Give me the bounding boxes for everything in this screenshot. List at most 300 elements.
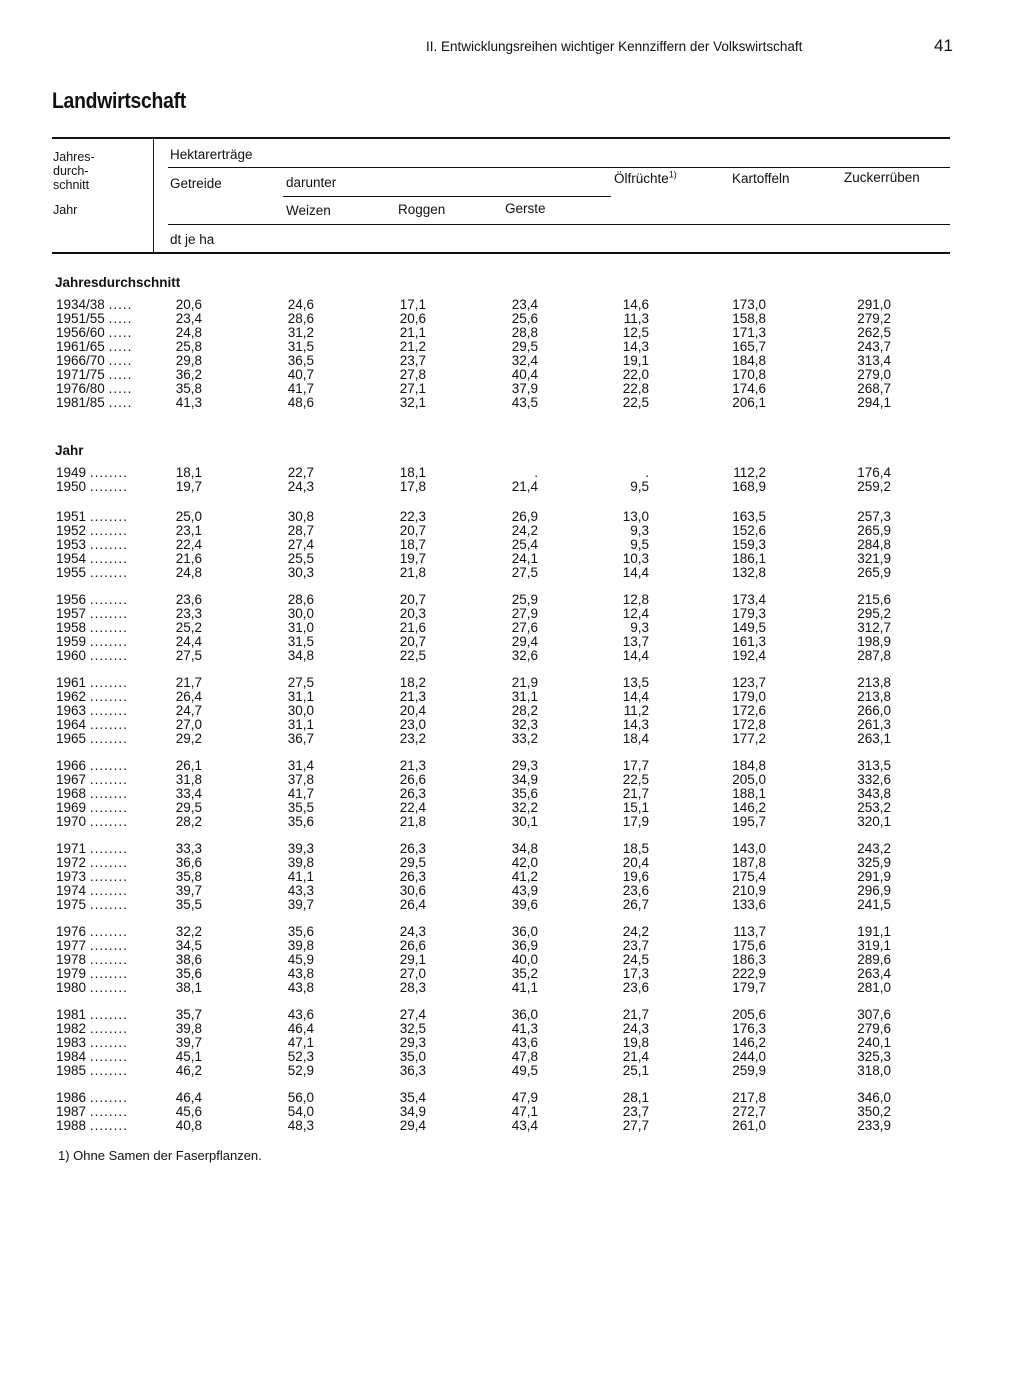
cell-oelfruechte: 13,5 bbox=[622, 675, 649, 690]
cell-roggen: 29,1 bbox=[399, 952, 426, 967]
cell-gerste: 37,9 bbox=[511, 381, 538, 396]
cell-kartoffeln: 146,2 bbox=[732, 800, 766, 815]
cell-getreide: 29,8 bbox=[175, 353, 202, 368]
table-row bbox=[0, 732, 1024, 746]
cell-gerste: 43,5 bbox=[511, 395, 538, 410]
row-label-text: 1955 bbox=[56, 566, 87, 580]
cell-kartoffeln: 163,5 bbox=[732, 509, 766, 524]
cell-zuckerrueben: 296,9 bbox=[857, 883, 891, 898]
cell-kartoffeln: 176,3 bbox=[732, 1021, 766, 1036]
cell-getreide: 35,8 bbox=[175, 381, 202, 396]
cell-kartoffeln: 175,6 bbox=[732, 938, 766, 953]
cell-roggen: 29,3 bbox=[399, 1035, 426, 1050]
row-label bbox=[56, 815, 156, 829]
leader-dots: ........ bbox=[89, 1105, 128, 1119]
cell-kartoffeln: 171,3 bbox=[732, 325, 766, 340]
cell-kartoffeln: 149,5 bbox=[732, 620, 766, 635]
cell-weizen: 35,6 bbox=[287, 924, 314, 939]
table-row bbox=[0, 1119, 1024, 1133]
row-label-text: 1957 bbox=[56, 607, 87, 621]
table-row bbox=[0, 538, 1024, 552]
table-row bbox=[0, 870, 1024, 884]
cell-roggen: 26,4 bbox=[399, 897, 426, 912]
getreide-header: Getreide bbox=[170, 176, 222, 191]
table-row bbox=[0, 340, 1024, 354]
cell-oelfruechte: 10,3 bbox=[622, 551, 649, 566]
cell-gerste: 41,1 bbox=[511, 980, 538, 995]
row-label bbox=[56, 870, 156, 884]
cell-roggen: 19,7 bbox=[399, 551, 426, 566]
cell-kartoffeln: 173,0 bbox=[732, 297, 766, 312]
cell-getreide: 24,7 bbox=[175, 703, 202, 718]
cell-zuckerrueben: 313,4 bbox=[857, 353, 891, 368]
cell-roggen: 22,3 bbox=[399, 509, 426, 524]
row-label-text: 1968 bbox=[56, 787, 87, 801]
cell-getreide: 23,6 bbox=[175, 592, 202, 607]
cell-zuckerrueben: 321,9 bbox=[857, 551, 891, 566]
table-row bbox=[0, 635, 1024, 649]
cell-roggen: 21,2 bbox=[399, 339, 426, 354]
cell-getreide: 27,0 bbox=[175, 717, 202, 732]
cell-gerste: 26,9 bbox=[511, 509, 538, 524]
leader-dots: ........ bbox=[89, 898, 128, 912]
cell-weizen: 43,6 bbox=[287, 1007, 314, 1022]
cell-kartoffeln: 123,7 bbox=[732, 675, 766, 690]
cell-getreide: 29,2 bbox=[175, 731, 202, 746]
cell-getreide: 36,2 bbox=[175, 367, 202, 382]
cell-kartoffeln: 174,6 bbox=[732, 381, 766, 396]
cell-oelfruechte: 13,7 bbox=[622, 634, 649, 649]
cell-kartoffeln: 217,8 bbox=[732, 1090, 766, 1105]
cell-oelfruechte: 20,4 bbox=[622, 855, 649, 870]
row-label bbox=[56, 1119, 156, 1133]
cell-kartoffeln: 179,7 bbox=[732, 980, 766, 995]
cell-gerste: 42,0 bbox=[511, 855, 538, 870]
cell-kartoffeln: 195,7 bbox=[732, 814, 766, 829]
cell-oelfruechte: 12,8 bbox=[622, 592, 649, 607]
stub-header-line2: durch- bbox=[53, 164, 89, 178]
leader-dots: ........ bbox=[89, 759, 128, 773]
cell-zuckerrueben: 320,1 bbox=[857, 814, 891, 829]
table-row bbox=[0, 1105, 1024, 1119]
cell-zuckerrueben: 318,0 bbox=[857, 1063, 891, 1078]
table-row bbox=[0, 1064, 1024, 1078]
cell-roggen: 22,4 bbox=[399, 800, 426, 815]
group-title-jahr: Jahr bbox=[55, 443, 84, 458]
cell-gerste: 21,9 bbox=[511, 675, 538, 690]
cell-roggen: 35,4 bbox=[399, 1090, 426, 1105]
row-label-text: 1987 bbox=[56, 1105, 87, 1119]
cell-weizen: 27,5 bbox=[287, 675, 314, 690]
oelfruechte-label: Ölfrüchte bbox=[614, 171, 669, 186]
cell-gerste: 27,5 bbox=[511, 565, 538, 580]
cell-gerste: 29,4 bbox=[511, 634, 538, 649]
row-label-text: 1951/55 bbox=[56, 312, 105, 326]
table-row bbox=[0, 607, 1024, 621]
leader-dots: ........ bbox=[89, 607, 128, 621]
cell-weizen: 31,2 bbox=[287, 325, 314, 340]
cell-weizen: 40,7 bbox=[287, 367, 314, 382]
table-row bbox=[0, 718, 1024, 732]
leader-dots: ........ bbox=[89, 718, 128, 732]
row-label-text: 1956/60 bbox=[56, 326, 105, 340]
table-row bbox=[0, 382, 1024, 396]
stub-separator bbox=[153, 139, 154, 253]
cell-weizen: 54,0 bbox=[287, 1104, 314, 1119]
cell-gerste: 41,3 bbox=[511, 1021, 538, 1036]
darunter-rule bbox=[283, 196, 611, 197]
row-label-text: 1980 bbox=[56, 981, 87, 995]
cell-roggen: 36,3 bbox=[399, 1063, 426, 1078]
cell-gerste: 28,8 bbox=[511, 325, 538, 340]
cell-zuckerrueben: 243,2 bbox=[857, 841, 891, 856]
cell-zuckerrueben: 261,3 bbox=[857, 717, 891, 732]
cell-weizen: 31,1 bbox=[287, 689, 314, 704]
cell-getreide: 22,4 bbox=[175, 537, 202, 552]
cell-weizen: 47,1 bbox=[287, 1035, 314, 1050]
table-row bbox=[0, 298, 1024, 312]
cell-roggen: 22,5 bbox=[399, 648, 426, 663]
cell-oelfruechte: 24,3 bbox=[622, 1021, 649, 1036]
kartoffeln-header: Kartoffeln bbox=[732, 171, 790, 186]
row-block bbox=[0, 466, 1024, 494]
row-label bbox=[56, 1105, 156, 1119]
cell-weizen: 43,3 bbox=[287, 883, 314, 898]
cell-gerste: . bbox=[534, 465, 538, 480]
leader-dots: ........ bbox=[89, 1064, 128, 1078]
cell-gerste: 31,1 bbox=[511, 689, 538, 704]
cell-zuckerrueben: 233,9 bbox=[857, 1118, 891, 1133]
cell-roggen: 21,8 bbox=[399, 814, 426, 829]
row-block bbox=[0, 593, 1024, 663]
cell-oelfruechte: 25,1 bbox=[622, 1063, 649, 1078]
cell-oelfruechte: 24,5 bbox=[622, 952, 649, 967]
row-label-text: 1949 bbox=[56, 466, 87, 480]
cell-gerste: 47,8 bbox=[511, 1049, 538, 1064]
cell-oelfruechte: 14,4 bbox=[622, 565, 649, 580]
unit-header: dt je ha bbox=[170, 232, 215, 247]
roggen-header: Roggen bbox=[398, 202, 446, 217]
row-label-text: 1984 bbox=[56, 1050, 87, 1064]
oelfruechte-footnote-ref: 1) bbox=[668, 169, 677, 180]
row-label-text: 1972 bbox=[56, 856, 87, 870]
row-label bbox=[56, 842, 156, 856]
table-row bbox=[0, 690, 1024, 704]
cell-gerste: 21,4 bbox=[511, 479, 538, 494]
leader-dots: ........ bbox=[89, 1091, 128, 1105]
row-label bbox=[56, 856, 156, 870]
cell-weizen: 31,0 bbox=[287, 620, 314, 635]
table-row bbox=[0, 676, 1024, 690]
cell-zuckerrueben: 289,6 bbox=[857, 952, 891, 967]
cell-weizen: 30,0 bbox=[287, 703, 314, 718]
leader-dots: ........ bbox=[89, 870, 128, 884]
cell-weizen: 48,6 bbox=[287, 395, 314, 410]
leader-dots: ........ bbox=[89, 649, 128, 663]
cell-weizen: 30,8 bbox=[287, 509, 314, 524]
cell-zuckerrueben: 325,3 bbox=[857, 1049, 891, 1064]
cell-roggen: 20,7 bbox=[399, 592, 426, 607]
cell-weizen: 43,8 bbox=[287, 980, 314, 995]
cell-kartoffeln: 261,0 bbox=[732, 1118, 766, 1133]
cell-zuckerrueben: 240,1 bbox=[857, 1035, 891, 1050]
cell-oelfruechte: 12,5 bbox=[622, 325, 649, 340]
row-label bbox=[56, 981, 156, 995]
row-label bbox=[56, 354, 156, 368]
cell-zuckerrueben: 346,0 bbox=[857, 1090, 891, 1105]
cell-roggen: 23,0 bbox=[399, 717, 426, 732]
row-label-text: 1973 bbox=[56, 870, 87, 884]
row-label-text: 1961 bbox=[56, 676, 87, 690]
row-label-text: 1982 bbox=[56, 1022, 87, 1036]
cell-zuckerrueben: 291,0 bbox=[857, 297, 891, 312]
row-label-text: 1962 bbox=[56, 690, 87, 704]
leader-dots: ........ bbox=[89, 676, 128, 690]
cell-oelfruechte: 9,5 bbox=[630, 537, 649, 552]
leader-dots: ..... bbox=[108, 382, 133, 396]
leader-dots: ..... bbox=[108, 340, 133, 354]
row-block bbox=[0, 1091, 1024, 1133]
cell-oelfruechte: 28,1 bbox=[622, 1090, 649, 1105]
cell-oelfruechte: 27,7 bbox=[622, 1118, 649, 1133]
cell-zuckerrueben: 325,9 bbox=[857, 855, 891, 870]
cell-zuckerrueben: 350,2 bbox=[857, 1104, 891, 1119]
cell-oelfruechte: 14,4 bbox=[622, 648, 649, 663]
cell-zuckerrueben: 281,0 bbox=[857, 980, 891, 995]
row-block bbox=[0, 298, 1024, 410]
cell-weizen: 28,6 bbox=[287, 592, 314, 607]
cell-getreide: 46,2 bbox=[175, 1063, 202, 1078]
cell-kartoffeln: 175,4 bbox=[732, 869, 766, 884]
row-label bbox=[56, 1022, 156, 1036]
cell-roggen: 26,3 bbox=[399, 869, 426, 884]
cell-kartoffeln: 210,9 bbox=[732, 883, 766, 898]
leader-dots: ..... bbox=[108, 368, 133, 382]
row-label bbox=[56, 480, 156, 494]
row-label bbox=[56, 1008, 156, 1022]
cell-roggen: 18,1 bbox=[399, 465, 426, 480]
cell-zuckerrueben: 198,9 bbox=[857, 634, 891, 649]
cell-getreide: 38,6 bbox=[175, 952, 202, 967]
cell-zuckerrueben: 332,6 bbox=[857, 772, 891, 787]
cell-roggen: 27,4 bbox=[399, 1007, 426, 1022]
hektarertraege-rule bbox=[168, 167, 950, 168]
table-row bbox=[0, 1050, 1024, 1064]
cell-oelfruechte: 11,2 bbox=[623, 703, 649, 718]
table-row bbox=[0, 466, 1024, 480]
cell-gerste: 24,1 bbox=[511, 551, 538, 566]
row-label-text: 1976 bbox=[56, 925, 87, 939]
leader-dots: ..... bbox=[108, 312, 133, 326]
leader-dots: ........ bbox=[89, 1119, 128, 1133]
cell-oelfruechte: 11,3 bbox=[623, 311, 649, 326]
row-label-text: 1951 bbox=[56, 510, 87, 524]
cell-gerste: 36,0 bbox=[511, 924, 538, 939]
row-label bbox=[56, 759, 156, 773]
cell-kartoffeln: 205,6 bbox=[732, 1007, 766, 1022]
row-label-text: 1969 bbox=[56, 801, 87, 815]
cell-kartoffeln: 146,2 bbox=[732, 1035, 766, 1050]
cell-weizen: 39,3 bbox=[287, 841, 314, 856]
leader-dots: ........ bbox=[89, 1036, 128, 1050]
cell-zuckerrueben: 294,1 bbox=[857, 395, 891, 410]
cell-gerste: 40,4 bbox=[511, 367, 538, 382]
leader-dots: ........ bbox=[89, 884, 128, 898]
leader-dots: ........ bbox=[89, 815, 128, 829]
cell-oelfruechte: 13,0 bbox=[622, 509, 649, 524]
table-row bbox=[0, 898, 1024, 912]
cell-weizen: 46,4 bbox=[287, 1021, 314, 1036]
row-label bbox=[56, 552, 156, 566]
cell-gerste: 25,6 bbox=[511, 311, 538, 326]
cell-roggen: 26,3 bbox=[399, 841, 426, 856]
leader-dots: ........ bbox=[89, 801, 128, 815]
cell-weizen: 43,8 bbox=[287, 966, 314, 981]
leader-dots: ........ bbox=[89, 466, 128, 480]
cell-gerste: 34,9 bbox=[511, 772, 538, 787]
cell-zuckerrueben: 265,9 bbox=[857, 523, 891, 538]
cell-zuckerrueben: 284,8 bbox=[857, 537, 891, 552]
cell-weizen: 41,7 bbox=[287, 381, 314, 396]
cell-roggen: 21,6 bbox=[399, 620, 426, 635]
cell-weizen: 41,1 bbox=[287, 869, 314, 884]
cell-roggen: 20,3 bbox=[399, 606, 426, 621]
group-jahr bbox=[0, 466, 1024, 1133]
cell-getreide: 27,5 bbox=[175, 648, 202, 663]
row-label-text: 1956 bbox=[56, 593, 87, 607]
cell-gerste: 43,4 bbox=[511, 1118, 538, 1133]
cell-gerste: 43,6 bbox=[511, 1035, 538, 1050]
cell-roggen: 27,1 bbox=[399, 381, 426, 396]
cell-roggen: 32,5 bbox=[399, 1021, 426, 1036]
cell-oelfruechte: 23,7 bbox=[622, 1104, 649, 1119]
cell-zuckerrueben: 307,6 bbox=[857, 1007, 891, 1022]
table-row bbox=[0, 524, 1024, 538]
row-label-text: 1988 bbox=[56, 1119, 87, 1133]
leader-dots: ........ bbox=[89, 704, 128, 718]
leader-dots: ........ bbox=[89, 953, 128, 967]
table-top-rule bbox=[52, 137, 950, 139]
cell-zuckerrueben: 279,6 bbox=[857, 1021, 891, 1036]
cell-zuckerrueben: 268,7 bbox=[857, 381, 891, 396]
cell-zuckerrueben: 257,3 bbox=[857, 509, 891, 524]
cell-kartoffeln: 158,8 bbox=[732, 311, 766, 326]
row-label-text: 1950 bbox=[56, 480, 87, 494]
cell-gerste: 36,9 bbox=[511, 938, 538, 953]
row-label bbox=[56, 510, 156, 524]
cell-gerste: 34,8 bbox=[511, 841, 538, 856]
cell-weizen: 36,5 bbox=[287, 353, 314, 368]
table-row bbox=[0, 884, 1024, 898]
stub-header-line4: Jahr bbox=[53, 203, 78, 217]
row-label bbox=[56, 718, 156, 732]
table-row bbox=[0, 967, 1024, 981]
cell-getreide: 39,7 bbox=[175, 1035, 202, 1050]
row-block bbox=[0, 510, 1024, 580]
cell-kartoffeln: 179,0 bbox=[732, 689, 766, 704]
cell-kartoffeln: 168,9 bbox=[732, 479, 766, 494]
table-row bbox=[0, 552, 1024, 566]
row-block bbox=[0, 842, 1024, 912]
cell-kartoffeln: 184,8 bbox=[732, 353, 766, 368]
table-header-end-rule bbox=[52, 252, 950, 254]
cell-getreide: 24,4 bbox=[175, 634, 202, 649]
cell-kartoffeln: 133,6 bbox=[732, 897, 766, 912]
cell-weizen: 36,7 bbox=[287, 731, 314, 746]
cell-oelfruechte: 14,6 bbox=[622, 297, 649, 312]
row-block bbox=[0, 676, 1024, 746]
row-label-text: 1958 bbox=[56, 621, 87, 635]
table-row bbox=[0, 1022, 1024, 1036]
cell-weizen: 27,4 bbox=[287, 537, 314, 552]
row-label bbox=[56, 607, 156, 621]
cell-getreide: 45,1 bbox=[175, 1049, 202, 1064]
cell-getreide: 45,6 bbox=[175, 1104, 202, 1119]
table-row bbox=[0, 815, 1024, 829]
cell-kartoffeln: 170,8 bbox=[732, 367, 766, 382]
cell-gerste: 36,0 bbox=[511, 1007, 538, 1022]
table-row bbox=[0, 759, 1024, 773]
row-label-text: 1971 bbox=[56, 842, 87, 856]
table-row bbox=[0, 480, 1024, 494]
cell-gerste: 24,2 bbox=[511, 523, 538, 538]
cell-getreide: 36,6 bbox=[175, 855, 202, 870]
table-row bbox=[0, 981, 1024, 995]
cell-gerste: 40,0 bbox=[511, 952, 538, 967]
leader-dots: ........ bbox=[89, 621, 128, 635]
cell-zuckerrueben: 343,8 bbox=[857, 786, 891, 801]
cell-gerste: 28,2 bbox=[511, 703, 538, 718]
running-header: II. Entwicklungsreihen wichtiger Kennziffern der Volkswirtschaft bbox=[426, 39, 803, 54]
cell-roggen: 27,8 bbox=[399, 367, 426, 382]
cell-zuckerrueben: 279,2 bbox=[857, 311, 891, 326]
row-label bbox=[56, 690, 156, 704]
cell-getreide: 21,6 bbox=[175, 551, 202, 566]
cell-gerste: 29,3 bbox=[511, 758, 538, 773]
cell-roggen: 29,5 bbox=[399, 855, 426, 870]
cell-oelfruechte: 9,3 bbox=[630, 620, 649, 635]
cell-zuckerrueben: 213,8 bbox=[857, 689, 891, 704]
cell-weizen: 48,3 bbox=[287, 1118, 314, 1133]
cell-roggen: 23,7 bbox=[399, 353, 426, 368]
table-row bbox=[0, 312, 1024, 326]
cell-roggen: 35,0 bbox=[399, 1049, 426, 1064]
cell-weizen: 41,7 bbox=[287, 786, 314, 801]
row-label-text: 1934/38 bbox=[56, 298, 105, 312]
cell-gerste: 32,4 bbox=[511, 353, 538, 368]
row-label bbox=[56, 312, 156, 326]
row-label bbox=[56, 298, 156, 312]
cell-kartoffeln: 172,6 bbox=[732, 703, 766, 718]
table-row bbox=[0, 1091, 1024, 1105]
row-label-text: 1952 bbox=[56, 524, 87, 538]
cell-zuckerrueben: 259,2 bbox=[857, 479, 891, 494]
cell-zuckerrueben: 287,8 bbox=[857, 648, 891, 663]
row-label-text: 1976/80 bbox=[56, 382, 105, 396]
cell-kartoffeln: 132,8 bbox=[732, 565, 766, 580]
cell-oelfruechte: 18,5 bbox=[622, 841, 649, 856]
table-row bbox=[0, 773, 1024, 787]
cell-weizen: 31,5 bbox=[287, 339, 314, 354]
leader-dots: ........ bbox=[89, 593, 128, 607]
cell-oelfruechte: 26,7 bbox=[622, 897, 649, 912]
cell-oelfruechte: 14,3 bbox=[622, 717, 649, 732]
cell-oelfruechte: 22,8 bbox=[622, 381, 649, 396]
cell-getreide: 20,6 bbox=[175, 297, 202, 312]
cell-getreide: 34,5 bbox=[175, 938, 202, 953]
row-label bbox=[56, 382, 156, 396]
cell-oelfruechte: 14,4 bbox=[622, 689, 649, 704]
